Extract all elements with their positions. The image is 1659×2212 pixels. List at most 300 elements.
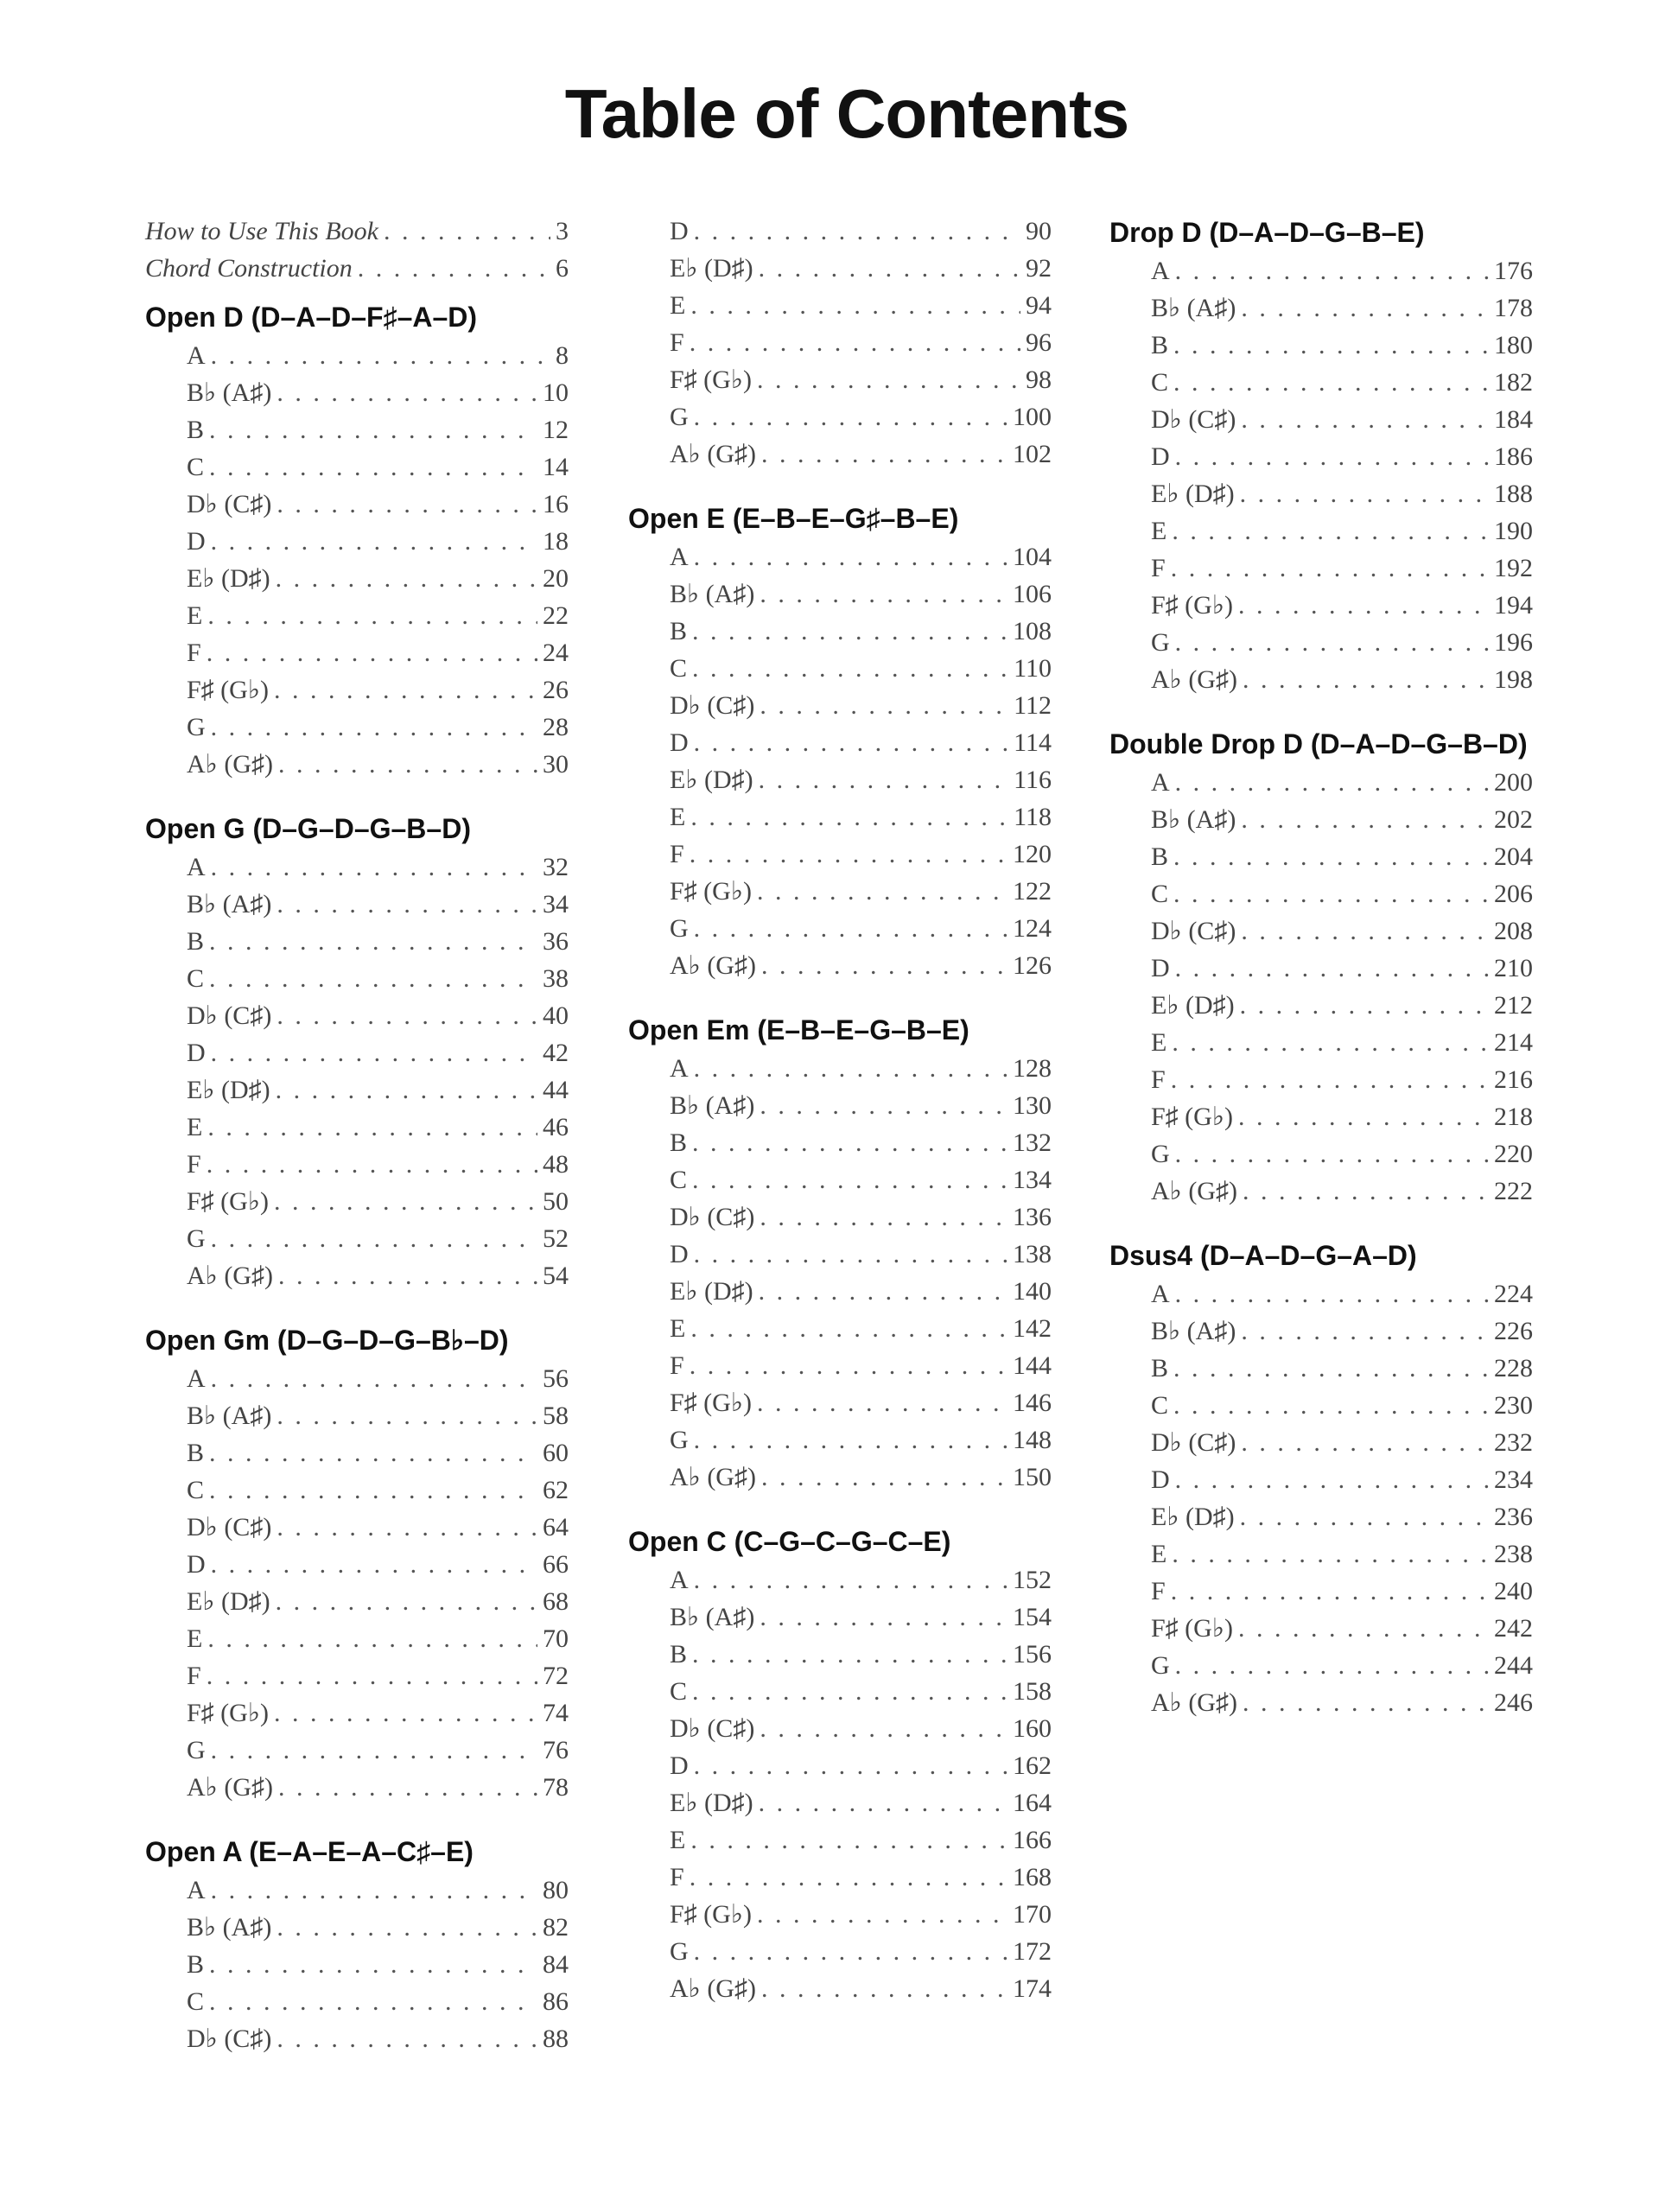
dot-leader <box>207 1109 537 1146</box>
toc-entry-page: 90 <box>1026 217 1052 245</box>
toc-entry-label: G <box>187 713 206 741</box>
toc-entry-page: 198 <box>1494 665 1533 694</box>
toc-entry-page: 114 <box>1014 728 1052 757</box>
toc-section <box>628 1010 1052 1496</box>
toc-entry-label: E♭ (D♯) <box>1151 991 1235 1020</box>
toc-entry[interactable] <box>145 337 569 374</box>
dot-leader <box>1243 1173 1489 1210</box>
toc-column-3 <box>1109 213 1533 1747</box>
toc-entry-page: 10 <box>543 378 569 407</box>
toc-entry[interactable] <box>628 1821 1052 1859</box>
toc-entry[interactable] <box>628 1124 1052 1161</box>
toc-entry[interactable] <box>1109 438 1533 475</box>
dot-leader <box>276 886 537 923</box>
toc-entry-label: G <box>187 1224 206 1253</box>
toc-entry-label: F <box>187 639 201 667</box>
dot-leader <box>1172 1535 1489 1573</box>
toc-entry[interactable] <box>1109 1061 1533 1098</box>
toc-section <box>1109 213 1533 698</box>
toc-entry[interactable] <box>628 1673 1052 1710</box>
toc-entry[interactable] <box>1109 1573 1533 1610</box>
toc-entry[interactable] <box>1109 875 1533 912</box>
toc-entry-label: C <box>187 453 205 481</box>
toc-entry-page: 36 <box>543 927 569 956</box>
toc-entry-page: 48 <box>543 1150 569 1179</box>
dot-leader <box>278 746 537 783</box>
toc-entry-label: G <box>670 914 689 943</box>
toc-entry[interactable] <box>145 1546 569 1583</box>
toc-entry-page: 100 <box>1013 403 1052 431</box>
dot-leader <box>757 361 1020 398</box>
toc-entry-page: 130 <box>1013 1091 1052 1120</box>
toc-entry-label: B <box>1151 331 1169 359</box>
toc-entry[interactable] <box>1109 838 1533 875</box>
toc-entry[interactable] <box>1109 364 1533 401</box>
toc-entry-page: 118 <box>1014 803 1052 831</box>
toc-entry[interactable] <box>145 1183 569 1220</box>
toc-entry[interactable] <box>628 724 1052 761</box>
toc-entry[interactable] <box>145 746 569 783</box>
toc-entry-label: B♭ (A♯) <box>670 1091 755 1120</box>
section-heading: Open G (D–G–D–G–B–D) <box>145 813 471 844</box>
toc-entry-label: B♭ (A♯) <box>187 890 272 918</box>
section-heading: Open C (C–G–C–G–C–E) <box>628 1526 951 1557</box>
toc-entry[interactable] <box>628 435 1052 473</box>
toc-front-entry[interactable] <box>145 213 569 250</box>
toc-entry-page: 206 <box>1494 880 1533 908</box>
toc-entry-page: 80 <box>543 1876 569 1904</box>
toc-entry-page: 70 <box>543 1624 569 1653</box>
dot-leader <box>211 337 550 374</box>
dot-leader <box>690 798 1008 836</box>
toc-entry-label: D♭ (C♯) <box>1151 405 1236 434</box>
toc-entry-label: F <box>187 1662 201 1690</box>
toc-entry[interactable] <box>145 1109 569 1146</box>
toc-entry[interactable] <box>1109 550 1533 587</box>
toc-entry[interactable] <box>628 575 1052 613</box>
toc-entry-label: B <box>1151 1354 1169 1382</box>
toc-entry[interactable] <box>145 923 569 960</box>
toc-entry-page: 136 <box>1013 1203 1052 1231</box>
dot-leader <box>1238 1098 1489 1135</box>
toc-entry-page: 230 <box>1494 1391 1533 1420</box>
dot-leader <box>759 1784 1007 1821</box>
toc-entry[interactable] <box>145 374 569 411</box>
toc-entry[interactable] <box>145 411 569 448</box>
toc-entry[interactable] <box>628 1310 1052 1347</box>
dot-leader <box>760 687 1008 724</box>
toc-entry[interactable] <box>1109 1498 1533 1535</box>
toc-entry[interactable] <box>145 997 569 1034</box>
toc-entry[interactable] <box>1109 327 1533 364</box>
toc-entry-page: 74 <box>543 1699 569 1727</box>
toc-entry-label: F♯ (G♭) <box>187 676 269 704</box>
toc-entry-label: E♭ (D♯) <box>670 766 753 794</box>
toc-entry[interactable] <box>145 1146 569 1183</box>
toc-entry[interactable] <box>1109 1313 1533 1350</box>
toc-entry-page: 22 <box>543 601 569 630</box>
toc-entry-page: 202 <box>1494 805 1533 834</box>
toc-entry[interactable] <box>628 1561 1052 1599</box>
toc-entry[interactable] <box>145 1732 569 1769</box>
toc-entry-page: 220 <box>1494 1140 1533 1168</box>
toc-entry-label: G <box>670 1937 689 1966</box>
toc-entry[interactable] <box>1109 1387 1533 1424</box>
toc-entry[interactable] <box>628 1236 1052 1273</box>
toc-entry-page: 58 <box>543 1402 569 1430</box>
toc-entry-label: B <box>187 1950 205 1979</box>
toc-entry[interactable] <box>628 250 1052 287</box>
toc-entry-label: D♭ (C♯) <box>670 691 755 720</box>
toc-entry[interactable] <box>1109 289 1533 327</box>
toc-entry-page: 20 <box>543 564 569 593</box>
toc-entry-page: 214 <box>1494 1028 1533 1057</box>
toc-entry[interactable] <box>1109 401 1533 438</box>
toc-entry[interactable] <box>628 1710 1052 1747</box>
dot-leader <box>1241 401 1489 438</box>
toc-section <box>628 213 1052 473</box>
toc-entry[interactable] <box>1109 1135 1533 1173</box>
toc-entry-label: Chord Construction <box>145 254 353 283</box>
dot-leader <box>1241 912 1489 950</box>
dot-leader <box>1238 587 1489 624</box>
toc-entry-label: D <box>1151 1465 1170 1494</box>
dot-leader <box>690 836 1007 873</box>
dot-leader <box>1243 661 1489 698</box>
dot-leader <box>207 634 537 671</box>
dot-leader <box>692 1161 1007 1198</box>
dot-leader <box>207 1146 537 1183</box>
toc-entry-label: B <box>670 1640 688 1669</box>
toc-entry-page: 208 <box>1494 917 1533 945</box>
toc-entry-label: D♭ (C♯) <box>187 2024 272 2053</box>
toc-entry-page: 34 <box>543 890 569 918</box>
toc-entry[interactable] <box>145 1071 569 1109</box>
toc-entry[interactable] <box>145 1620 569 1657</box>
toc-entry[interactable] <box>1109 252 1533 289</box>
toc-entry[interactable] <box>628 1970 1052 2007</box>
toc-entry-page: 156 <box>1013 1640 1052 1669</box>
dot-leader <box>1173 1387 1489 1424</box>
toc-entry[interactable] <box>1109 1684 1533 1721</box>
section-heading: Open A (E–A–E–A–C♯–E) <box>145 1836 474 1867</box>
dot-leader <box>209 448 537 486</box>
toc-entry[interactable] <box>145 960 569 997</box>
toc-entry-label: A♭ (G♯) <box>670 440 756 468</box>
dot-leader <box>1172 1024 1489 1061</box>
toc-entry-page: 232 <box>1494 1428 1533 1457</box>
toc-entry-page: 38 <box>543 964 569 993</box>
toc-entry[interactable] <box>145 634 569 671</box>
dot-leader <box>276 374 537 411</box>
toc-entry[interactable] <box>628 873 1052 910</box>
toc-entry[interactable] <box>628 910 1052 947</box>
toc-entry-page: 56 <box>543 1364 569 1393</box>
dot-leader <box>694 1747 1007 1784</box>
toc-entry-label: B <box>670 617 688 645</box>
toc-entry[interactable] <box>1109 1350 1533 1387</box>
toc-entry[interactable] <box>1109 1647 1533 1684</box>
dot-leader <box>1175 950 1489 987</box>
toc-entry-page: 116 <box>1014 766 1052 794</box>
toc-entry-page: 66 <box>543 1550 569 1579</box>
toc-entry[interactable] <box>1109 1098 1533 1135</box>
toc-entry-page: 228 <box>1494 1354 1533 1382</box>
toc-entry-page: 78 <box>543 1773 569 1802</box>
toc-entry-label: E♭ (D♯) <box>1151 1503 1235 1531</box>
toc-entry-label: F <box>1151 1065 1166 1094</box>
toc-entry[interactable] <box>628 361 1052 398</box>
toc-entry-label: C <box>1151 1391 1169 1420</box>
toc-entry[interactable] <box>1109 1424 1533 1461</box>
dot-leader <box>1173 364 1489 401</box>
toc-entry[interactable] <box>1109 801 1533 838</box>
dot-leader <box>760 575 1007 613</box>
toc-entry-page: 240 <box>1494 1577 1533 1605</box>
toc-entry[interactable] <box>1109 587 1533 624</box>
toc-entry[interactable] <box>1109 475 1533 512</box>
dot-leader <box>692 1636 1007 1673</box>
toc-entry[interactable] <box>145 671 569 709</box>
toc-entry-page: 3 <box>556 217 569 245</box>
toc-entry[interactable] <box>1109 1173 1533 1210</box>
toc-entry-label: A <box>187 1876 206 1904</box>
dot-leader <box>1240 475 1489 512</box>
toc-entry-label: D <box>187 1550 206 1579</box>
toc-entry[interactable] <box>628 761 1052 798</box>
toc-entry-label: A♭ (G♯) <box>187 750 273 779</box>
dot-leader <box>690 1347 1007 1384</box>
dot-leader <box>759 1273 1007 1310</box>
toc-entry[interactable] <box>628 1599 1052 1636</box>
dot-leader <box>690 1821 1007 1859</box>
dot-leader <box>209 1983 537 2020</box>
toc-entry[interactable] <box>628 1087 1052 1124</box>
toc-entry[interactable] <box>628 687 1052 724</box>
toc-entry[interactable] <box>1109 950 1533 987</box>
toc-entry[interactable] <box>145 486 569 523</box>
toc-entry[interactable] <box>628 836 1052 873</box>
toc-entry[interactable] <box>145 886 569 923</box>
dot-leader <box>276 1397 537 1434</box>
toc-entry-page: 150 <box>1013 1463 1052 1491</box>
toc-entry[interactable] <box>145 1471 569 1509</box>
toc-entry[interactable] <box>145 849 569 886</box>
dot-leader <box>278 1257 537 1294</box>
dot-leader <box>757 1896 1007 1933</box>
toc-entry[interactable] <box>145 2020 569 2057</box>
dot-leader <box>757 873 1007 910</box>
toc-entry[interactable] <box>145 1434 569 1471</box>
dot-leader <box>694 538 1007 575</box>
toc-entry-page: 200 <box>1494 768 1533 797</box>
toc-entry[interactable] <box>145 1694 569 1732</box>
dot-leader <box>1175 1275 1489 1313</box>
toc-entry[interactable] <box>145 1360 569 1397</box>
toc-entry-page: 50 <box>543 1187 569 1216</box>
dot-leader <box>1171 550 1489 587</box>
dot-leader <box>1241 1313 1489 1350</box>
toc-entry[interactable] <box>1109 512 1533 550</box>
toc-entry[interactable] <box>1109 1275 1533 1313</box>
section-heading: Open D (D–A–D–F♯–A–D) <box>145 302 478 333</box>
dot-leader <box>276 486 537 523</box>
toc-entry-label: C <box>187 1476 205 1504</box>
dot-leader <box>694 1421 1007 1459</box>
toc-entry[interactable] <box>1109 1024 1533 1061</box>
toc-entry-page: 72 <box>543 1662 569 1690</box>
toc-entry-label: B♭ (A♯) <box>670 1603 755 1631</box>
toc-entry-label: E♭ (D♯) <box>670 1789 753 1817</box>
toc-entry-label: E <box>187 601 203 630</box>
toc-section <box>145 297 569 783</box>
toc-entry-page: 166 <box>1013 1826 1052 1854</box>
toc-entry-page: 196 <box>1494 628 1533 657</box>
toc-entry[interactable] <box>145 448 569 486</box>
toc-entry-label: E <box>670 291 686 320</box>
toc-entry[interactable] <box>628 398 1052 435</box>
toc-entry[interactable] <box>628 1050 1052 1087</box>
dot-leader <box>1241 801 1489 838</box>
toc-entry[interactable] <box>145 523 569 560</box>
toc-entry[interactable] <box>145 1946 569 1983</box>
toc-entry-page: 158 <box>1013 1677 1052 1706</box>
toc-entry[interactable] <box>145 597 569 634</box>
dot-leader <box>1173 875 1489 912</box>
toc-entry[interactable] <box>1109 661 1533 698</box>
toc-entry-label: A <box>670 1054 689 1083</box>
toc-entry[interactable] <box>145 1257 569 1294</box>
toc-entry[interactable] <box>1109 987 1533 1024</box>
toc-entry[interactable] <box>628 947 1052 984</box>
toc-entry-label: A♭ (G♯) <box>1151 665 1237 694</box>
toc-entry[interactable] <box>145 1034 569 1071</box>
toc-entry-page: 226 <box>1494 1317 1533 1345</box>
toc-entry-page: 134 <box>1013 1166 1052 1194</box>
toc-entry[interactable] <box>628 1636 1052 1673</box>
toc-entry[interactable] <box>1109 764 1533 801</box>
toc-entry[interactable] <box>628 1859 1052 1896</box>
toc-entry[interactable] <box>1109 1610 1533 1647</box>
toc-entry[interactable] <box>628 213 1052 250</box>
toc-entry-label: B♭ (A♯) <box>1151 1317 1236 1345</box>
toc-entry-label: B♭ (A♯) <box>1151 805 1236 834</box>
toc-entry-label: B♭ (A♯) <box>1151 294 1236 322</box>
toc-entry-label: D♭ (C♯) <box>1151 1428 1236 1457</box>
toc-entry-page: 140 <box>1013 1277 1052 1306</box>
toc-entry[interactable] <box>628 1198 1052 1236</box>
toc-entry[interactable] <box>628 1747 1052 1784</box>
toc-entry[interactable] <box>628 324 1052 361</box>
toc-entry-page: 94 <box>1026 291 1052 320</box>
toc-entry-page: 16 <box>543 490 569 518</box>
toc-entry[interactable] <box>628 613 1052 650</box>
toc-entry-page: 102 <box>1013 440 1052 468</box>
spacer <box>145 287 569 297</box>
dot-leader <box>211 1872 537 1909</box>
dot-leader <box>207 1620 537 1657</box>
toc-entry-page: 246 <box>1494 1688 1533 1717</box>
toc-entry[interactable] <box>1109 1535 1533 1573</box>
dot-leader <box>760 1710 1007 1747</box>
toc-entry-page: 106 <box>1013 580 1052 608</box>
toc-entry[interactable] <box>145 1657 569 1694</box>
toc-entry[interactable] <box>145 1983 569 2020</box>
toc-entry[interactable] <box>628 798 1052 836</box>
toc-entry-label: F♯ (G♭) <box>670 1900 752 1929</box>
toc-entry-label: A <box>187 341 206 370</box>
toc-entry[interactable] <box>628 1459 1052 1496</box>
toc-entry[interactable] <box>628 538 1052 575</box>
toc-sections <box>1109 213 1533 1721</box>
toc-entry-label: B <box>1151 842 1169 871</box>
toc-entry-page: 44 <box>543 1076 569 1104</box>
toc-entry-page: 178 <box>1494 294 1533 322</box>
toc-entry[interactable] <box>145 560 569 597</box>
dot-leader <box>761 1970 1007 2007</box>
toc-entry[interactable] <box>145 1220 569 1257</box>
toc-entry[interactable] <box>628 1347 1052 1384</box>
toc-entry[interactable] <box>628 650 1052 687</box>
toc-entry[interactable] <box>145 709 569 746</box>
toc-entry-page: 92 <box>1026 254 1052 283</box>
dot-leader <box>757 1384 1007 1421</box>
section-heading: Double Drop D (D–A–D–G–B–D) <box>1109 728 1528 760</box>
toc-entry-page: 82 <box>543 1913 569 1942</box>
toc-entry[interactable] <box>1109 624 1533 661</box>
toc-entry[interactable] <box>145 1872 569 1909</box>
toc-entry[interactable] <box>145 1769 569 1806</box>
toc-entry[interactable] <box>628 1784 1052 1821</box>
toc-entry[interactable] <box>1109 1461 1533 1498</box>
toc-entry-label: D♭ (C♯) <box>187 490 272 518</box>
dot-leader <box>1173 838 1489 875</box>
toc-entry[interactable] <box>628 1384 1052 1421</box>
toc-entry[interactable] <box>628 1161 1052 1198</box>
toc-entry[interactable] <box>628 1273 1052 1310</box>
toc-front-entry[interactable] <box>145 250 569 287</box>
dot-leader <box>209 1946 537 1983</box>
toc-entry-page: 190 <box>1494 517 1533 545</box>
toc-entry-page: 186 <box>1494 442 1533 471</box>
toc-entry[interactable] <box>145 1909 569 1946</box>
toc-entry-label: A <box>187 1364 206 1393</box>
toc-entry-page: 182 <box>1494 368 1533 397</box>
toc-entry-label: B <box>670 1128 688 1157</box>
toc-entry-label: E <box>670 803 686 831</box>
toc-entry[interactable] <box>145 1509 569 1546</box>
toc-entry[interactable] <box>145 1583 569 1620</box>
dot-leader <box>1175 438 1489 475</box>
toc-entry[interactable] <box>1109 912 1533 950</box>
toc-entry-label: D♭ (C♯) <box>187 1001 272 1030</box>
dot-leader <box>760 1198 1007 1236</box>
toc-entry-page: 218 <box>1494 1103 1533 1131</box>
toc-entry-label: A♭ (G♯) <box>670 951 756 980</box>
dot-leader <box>209 411 537 448</box>
dot-leader <box>276 2020 537 2057</box>
toc-entry[interactable] <box>628 287 1052 324</box>
dot-leader <box>694 1050 1007 1087</box>
toc-entry[interactable] <box>628 1896 1052 1933</box>
dot-leader <box>1175 252 1489 289</box>
dot-leader <box>276 1583 537 1620</box>
toc-entry-label: A <box>1151 768 1170 797</box>
toc-entry[interactable] <box>628 1421 1052 1459</box>
dot-leader <box>1175 1461 1489 1498</box>
toc-entry[interactable] <box>145 1397 569 1434</box>
toc-entry[interactable] <box>628 1933 1052 1970</box>
